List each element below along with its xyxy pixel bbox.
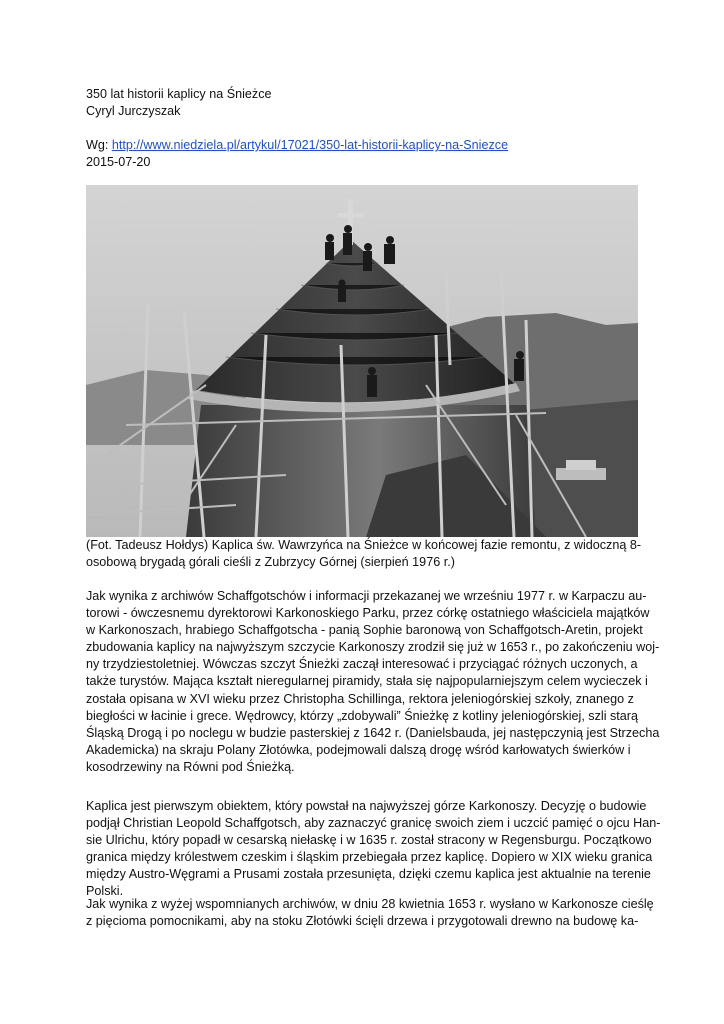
text-line: biegłości w łacinie i grece. Wędrowcy, którzy „zdobywali” Śnieżkę z kotliny jeleniogórskiej, szli starą	[86, 708, 638, 723]
text-line: ny trzydziestoletniej. Wówczas szczyt Śnieżki zaczął interesować i przyciągać różnych uczonych, a	[86, 657, 638, 672]
text-line: podjął Christian Leopold Schaffgotsch, aby zaznaczyć granicę swoich ziem i uczcić pamięć o ojcu Han-	[86, 816, 661, 831]
text-line: z pięcioma pomocnikami, aby na stoku Złotówki ścięli drzewa i przygotowali drewno na budowę ka-	[86, 914, 639, 929]
text-line: Polski.	[86, 884, 124, 899]
text-line: granica między królestwem czeskim i śląskim przebiegała przez kaplicę. Dopiero w XIX wieku granica	[86, 850, 653, 865]
source-prefix: Wg:	[86, 138, 112, 153]
text-line: torowi - ówczesnemu dyrektorowi Karkonoskiego Parku, przez córkę ostatniego właściciela majątków	[86, 606, 650, 621]
source-line	[86, 137, 646, 154]
text-line: w Karkonoszach, hrabiego Schaffgotscha - panią Sophie baronową von Schaffgotsch-Aretin, projekt	[86, 623, 643, 638]
text-line: między Austro-Węgrami a Prusami została przesunięta, dzięki czemu kaplica jest aktualnie na terenie	[86, 867, 651, 882]
chapel-photo	[86, 185, 638, 537]
paragraph-1	[86, 588, 660, 776]
article-title: 350 lat historii kaplicy na Śnieżce	[86, 87, 272, 101]
text-line: została opisana w XVI wieku przez Christopha Schillinga, rektora jeleniogórskiej szkoły, znanego z	[86, 691, 634, 706]
text-line: Kaplica jest pierwszym obiektem, który powstał na najwyższej górze Karkonoszy. Decyzję o budowie	[86, 799, 647, 813]
caption-line: (Fot. Tadeusz Hołdys) Kaplica św. Wawrzyńca na Śnieżce w końcowej fazie remontu, z widoczną 8-	[86, 538, 642, 552]
paragraph-2	[86, 798, 661, 901]
text-line: także turystów. Mająca kształt nieregularnej piramidy, stała się najpopularniejszym celem wycieczek i	[86, 674, 648, 689]
article-author: Cyryl Jurczyszak	[86, 104, 181, 119]
source-link[interactable]: http://www.niedziela.pl/artykul/17021/350-lat-historii-kaplicy-na-Sniezce	[111, 138, 509, 153]
caption-line: osobową brygadą górali cieśli z Zubrzycy Górnej (sierpień 1976 r.)	[86, 555, 455, 570]
photo-caption	[86, 537, 646, 571]
document-header	[86, 86, 646, 171]
article-date: 2015-07-20	[86, 155, 151, 170]
text-line: Jak wynika z archiwów Schaffgotschów i informacji przekazanej we wrześniu 1977 r. w Karpaczu au-	[86, 589, 647, 603]
text-line: zbudowania kaplicy na najwyższym szczycie Karkonoszy zrodził się już w 1653 r., po zakończeniu woj-	[86, 640, 660, 655]
text-line: Śląską Drogą i po noclegu w budzie pasterskiej z 1642 r. (Danielsbauda, jej następczynią jest Strzecha	[86, 725, 660, 740]
text-line: kosodrzewiny na Równi pod Śnieżką.	[86, 759, 295, 774]
text-line: Akademicka) na skraju Polany Złotówka, podejmowali dalszą drogę wśród karłowatych świerków i	[86, 742, 631, 757]
text-line: sie Ulrichu, który popadł w cesarską niełaskę i w 1635 r. został stracony w Regensburgu. Początkowo	[86, 833, 652, 848]
paragraph-3	[86, 896, 654, 930]
text-line: Jak wynika z wyżej wspomnianych archiwów, w dniu 28 kwietnia 1653 r. wysłano w Karkonosze cieślę	[86, 897, 654, 911]
